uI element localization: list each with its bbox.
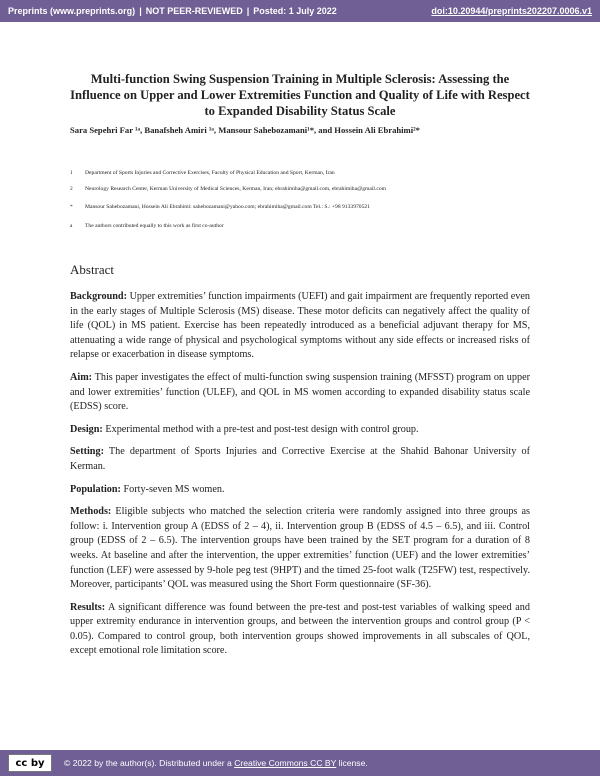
peer-review-status: NOT PEER-REVIEWED bbox=[145, 6, 243, 16]
abstract-body bbox=[70, 290, 530, 667]
section-setting: Setting: The department of Sports Injuries and Corrective Exercise at the Shahid Bahonar University of Kerman. bbox=[70, 446, 530, 472]
section-results: Results: A significant difference was found between the pre-test and post-test variables of walking speed and upper extremity endurance in intervention groups, and between the intervention groups and control group (P < 0.05). Compared to control group, both intervention groups showed improvements in all subscales of QOL, except emotional role limitation score. bbox=[70, 601, 530, 657]
affiliation-2: 2 Neurology Research Center, Kerman University of Medical Sciences, Kerman, Iran; ebrahimiha@gmail.com, ebrahimiha@gmail.com bbox=[70, 186, 387, 192]
section-population: Population: Forty-seven MS women. bbox=[70, 483, 225, 495]
cc-by-badge[interactable]: cc by bbox=[8, 754, 52, 772]
corresponding-authors: * Mansour Sahebozamani, Hossein Ali Ebrahimi: sahebozamani@yahoo.com; ebrahimiha@gmail.com Tel.: S.: +98 9133970521 bbox=[70, 204, 370, 210]
affiliation-1: 1 Department of Sports Injuries and Corrective Exercises, Faculty of Physical Education and Sport, Kerman, Iran bbox=[70, 170, 335, 176]
license-footer-bar bbox=[0, 750, 600, 776]
equal-contribution-note: a The authors contributed equally to this work as first co-author bbox=[70, 223, 224, 229]
posted-date: Posted: 1 July 2022 bbox=[253, 6, 337, 16]
section-background: Background: Upper extremities’ function impairments (UEFI) and gait impairment are frequently reported even in the early stages of Multiple Sclerosis (MS) disease. These motor deficits can negatively affect the quality of life (QOL) in MS patient. Exercise has been repeatedly introduced as a beneficial adjuvant therapy for MS, attenuating a wide range of physical and psychological symptoms without any side effects or increased risks of relapse or exacerbation in disease symptoms. bbox=[70, 291, 530, 361]
section-design: Design: Experimental method with a pre-test and post-test design with control group. bbox=[70, 423, 419, 435]
doi-link[interactable]: doi:10.20944/preprints202207.0006.v1 bbox=[431, 6, 592, 16]
section-aim: Aim: This paper investigates the effect of multi-function swing suspension training (MFSST) program on upper and lower extremities’ function (ULEF), and QOL in MS women according to expanded disability status scale (EDSS) score. bbox=[70, 371, 530, 413]
copyright-notice: © 2022 by the author(s). Distributed under a Creative Commons CC BY license. bbox=[64, 758, 368, 768]
separator: | bbox=[246, 6, 250, 16]
preprints-link[interactable]: Preprints (www.preprints.org) bbox=[8, 6, 136, 16]
license-link[interactable]: Creative Commons CC BY bbox=[234, 758, 337, 768]
preprint-header-bar bbox=[0, 0, 600, 22]
abstract-heading: Abstract bbox=[70, 262, 115, 277]
paper-title: Multi-function Swing Suspension Training in Multiple Sclerosis: Assessing the Influence on Upper and Lower Extremities Function and Quality of Life with Respect to Expanded Disability Status Scale bbox=[70, 72, 530, 118]
separator: | bbox=[139, 6, 142, 16]
author-list: Sara Sepehri Far ¹ᵃ, Banafsheh Amiri ¹ᵃ, Mansour Sahebozamani¹*, and Hossein Ali Ebrahimi²* bbox=[70, 125, 420, 135]
section-methods: Methods: Eligible subjects who matched the selection criteria were randomly assigned into three groups as follow: i. Intervention group A (EDSS of 2 – 4), ii. Intervention group B (EDSS of 4.5 – 6.5), and iii. Control group (EDSS of 2 – 6.5). The intervention groups have been trained by the SET program for a duration of 8 weeks. At baseline and after the intervention, the upper extremities’ function (UEF) and the lower extremities’ function (LEF) were assessed by 9-hole peg test (9HPT) and the timed 25-foot walk (T25FW) test, respectively. Moreover, participants’ QOL was measured using the Short Form questionnaire (SF-36). bbox=[70, 506, 530, 591]
